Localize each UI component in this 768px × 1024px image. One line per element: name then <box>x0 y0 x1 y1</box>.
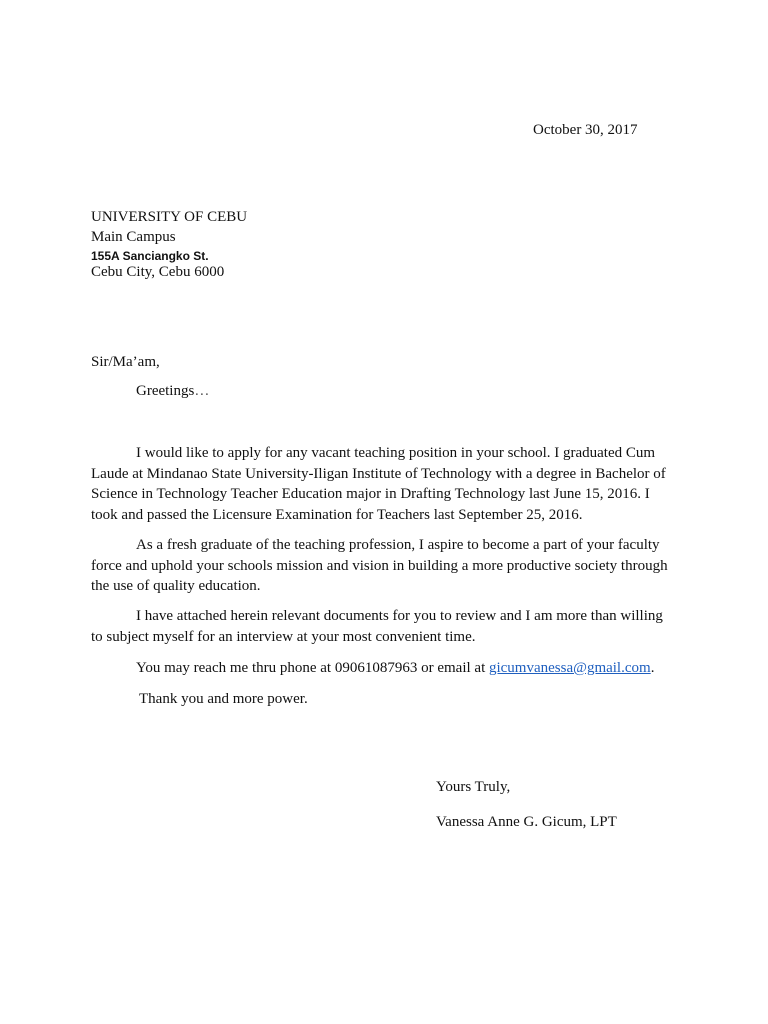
greeting-text: Greetings <box>136 383 195 399</box>
recipient-street: 155A Sanciangko St. <box>91 249 209 263</box>
body-paragraph-application: I would like to apply for any vacant teaching position in your school. I graduated Cum Laude at Mindanao State University-Iligan Institute of Technology with a degree in Bachelor of Science in Technology Teacher Education major in Drafting Technology last June 15, 2016. I took and passed the Licensure Examination for Teachers last September 25, 2016. <box>91 445 666 523</box>
body-paragraph-aspiration: As a fresh graduate of the teaching profession, I aspire to become a part of your faculty force and uphold your schools mission and vision in building a more productive society through the use of quality education. <box>91 537 668 594</box>
body-paragraph-contact <box>91 658 677 679</box>
greeting-ellipsis: … <box>194 383 210 399</box>
greeting-line <box>136 383 209 400</box>
email-link[interactable]: gicumvanessa@gmail.com <box>488 660 651 676</box>
letter-date: October 30, 2017 <box>533 122 638 138</box>
recipient-campus: Main Campus <box>91 229 176 245</box>
salutation: Sir/Ma’am, <box>91 354 160 370</box>
contact-suffix: . <box>650 660 655 676</box>
contact-prefix: You may reach me thru phone at 09061087963 or email at <box>136 660 489 676</box>
recipient-city: Cebu City, Cebu 6000 <box>91 264 225 280</box>
recipient-name: UNIVERSITY OF CEBU <box>91 209 248 225</box>
signature-name: Vanessa Anne G. Gicum, LPT <box>436 814 617 830</box>
closing: Yours Truly, <box>436 779 511 795</box>
body-paragraph-documents: I have attached herein relevant documents for you to review and I am more than willing to subject myself for an interview at your most convenient time. <box>91 608 663 645</box>
body-paragraph-thanks: Thank you and more power. <box>139 691 308 707</box>
